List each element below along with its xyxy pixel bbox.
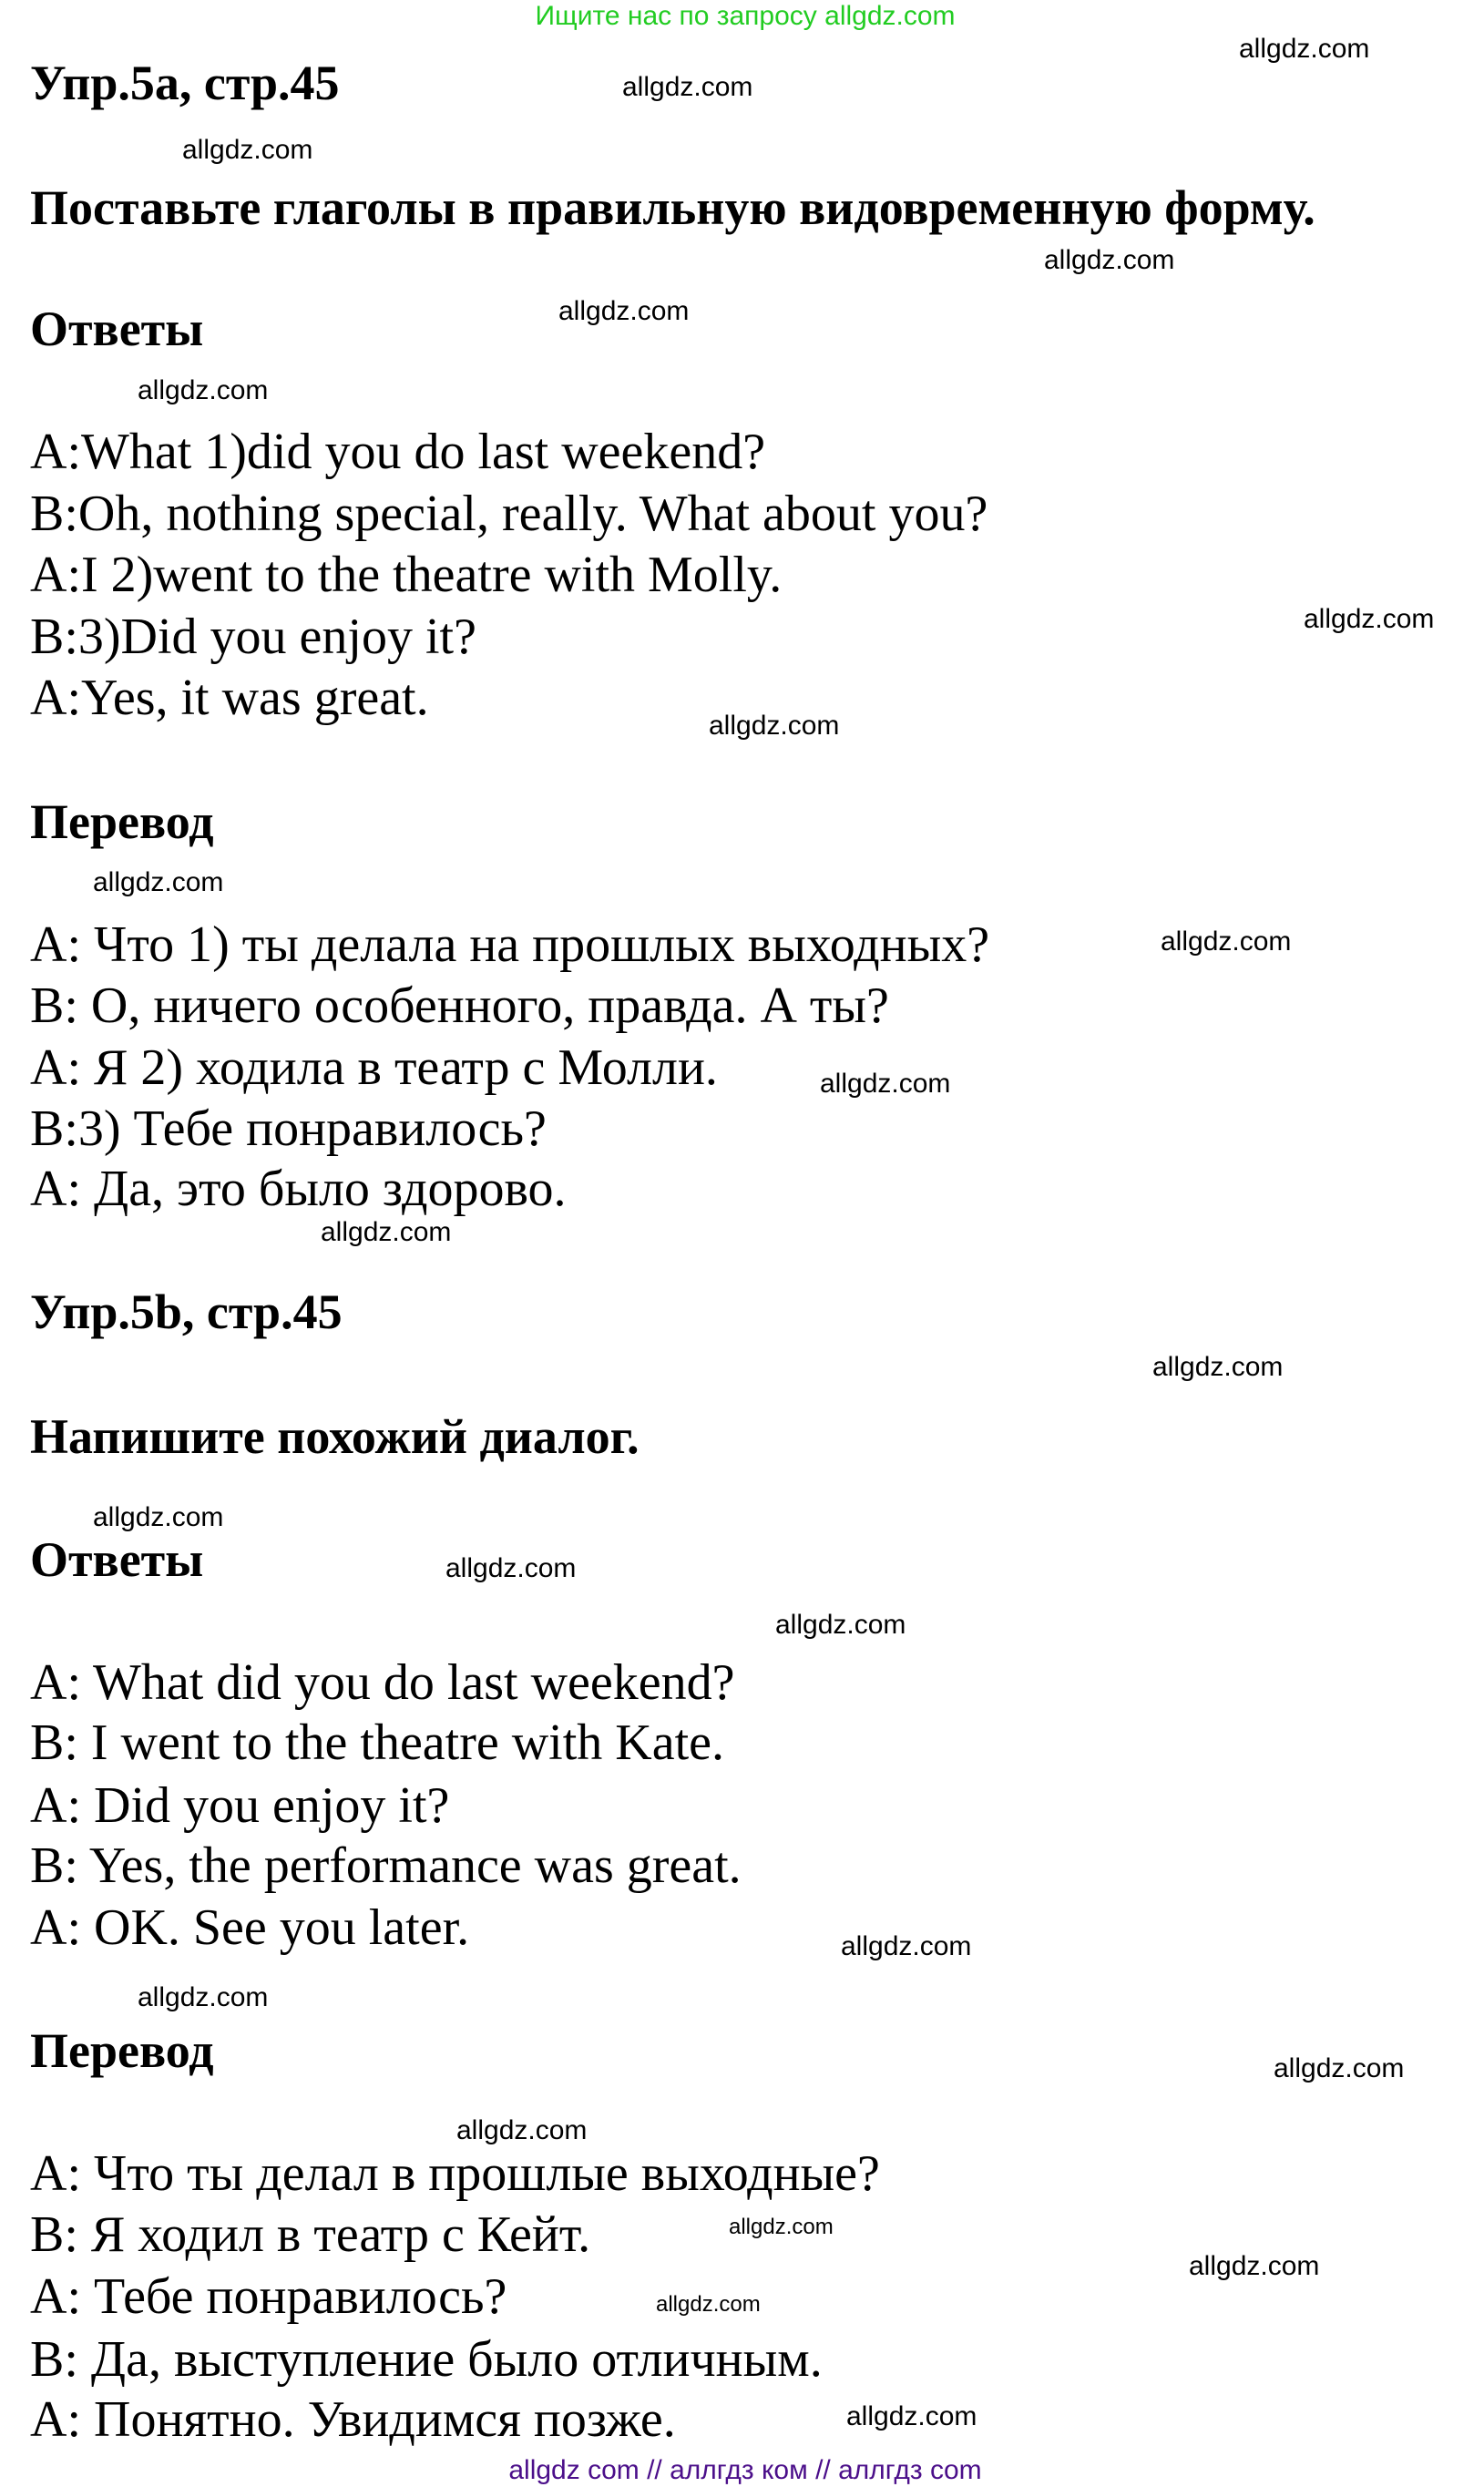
- watermark: allgdz.com: [558, 296, 690, 326]
- watermark: allgdz.com: [456, 2115, 588, 2145]
- watermark: allgdz.com: [1161, 926, 1292, 957]
- translation-line: B: Я ходил в театр с Кейт.: [30, 2206, 591, 2263]
- dialog-line: A:Yes, it was great.: [30, 670, 429, 726]
- watermark: allgdz.com: [841, 1931, 972, 1961]
- translation-line: B:3) Тебе понравилось?: [30, 1100, 547, 1157]
- dialog-line: B:3)Did you enjoy it?: [30, 609, 476, 665]
- dialog-line: A:What 1)did you do last weekend?: [30, 424, 766, 480]
- translation-heading: Перевод: [30, 2023, 214, 2078]
- top-banner[interactable]: Ищите нас по запросу allgdz.com: [535, 1, 956, 31]
- translation-line: B: Да, выступление было отличным.: [30, 2331, 823, 2388]
- watermark: allgdz.com: [93, 867, 224, 897]
- dialog-line: B:Oh, nothing special, really. What about you?: [30, 486, 988, 542]
- exercise-5b-title: Упр.5b, стр.45: [30, 1284, 343, 1339]
- translation-line: A: Да, это было здорово.: [30, 1161, 567, 1217]
- translation-line: A: Что 1) ты делала на прошлых выходных?: [30, 916, 990, 973]
- watermark: allgdz.com: [1274, 2053, 1405, 2083]
- watermark: allgdz.com: [1239, 34, 1370, 64]
- watermark: allgdz.com: [445, 1553, 577, 1583]
- watermark: allgdz.com: [93, 1502, 224, 1532]
- dialog-line: A:I 2)went to the theatre with Molly.: [30, 547, 783, 603]
- watermark: allgdz.com: [182, 135, 313, 165]
- watermark: allgdz.com: [656, 2292, 761, 2317]
- answers-heading: Ответы: [30, 302, 204, 356]
- translation-line: A: Тебе понравилось?: [30, 2268, 507, 2325]
- watermark: allgdz.com: [1189, 2251, 1320, 2281]
- dialog-line: A: What did you do last weekend?: [30, 1654, 735, 1711]
- watermark: allgdz.com: [729, 2215, 834, 2239]
- watermark: allgdz.com: [775, 1610, 906, 1640]
- dialog-line: A: OK. See you later.: [30, 1899, 470, 1956]
- watermark: allgdz.com: [709, 711, 840, 741]
- exercise-5a-title: Упр.5a, стр.45: [30, 56, 340, 110]
- translation-line: B: О, ничего особенного, правда. А ты?: [30, 977, 889, 1034]
- exercise-5b-instruction: Напишите похожий диалог.: [30, 1409, 640, 1464]
- translation-line: A: Понятно. Увидимся позже.: [30, 2391, 676, 2448]
- watermark: allgdz.com: [846, 2401, 977, 2431]
- watermark: allgdz.com: [138, 375, 269, 405]
- dialog-line: B: I went to the theatre with Kate.: [30, 1714, 724, 1771]
- watermark: allgdz.com: [321, 1217, 452, 1247]
- footer-links[interactable]: allgdz com // аллгдз ком // аллгдз com: [508, 2455, 982, 2485]
- watermark: allgdz.com: [138, 1982, 269, 2012]
- translation-heading: Перевод: [30, 794, 214, 849]
- dialog-line: A: Did you enjoy it?: [30, 1777, 450, 1834]
- watermark: allgdz.com: [1044, 245, 1175, 275]
- dialog-line: B: Yes, the performance was great.: [30, 1837, 742, 1894]
- exercise-5a-instruction: Поставьте глаголы в правильную видовременную форму.: [30, 180, 1315, 235]
- watermark: allgdz.com: [622, 72, 753, 102]
- translation-line: A: Что ты делал в прошлые выходные?: [30, 2145, 880, 2202]
- translation-line: A: Я 2) ходила в театр с Молли.: [30, 1039, 718, 1096]
- watermark: allgdz.com: [1152, 1352, 1284, 1382]
- watermark: allgdz.com: [1304, 604, 1435, 634]
- watermark: allgdz.com: [820, 1069, 951, 1099]
- answers-heading: Ответы: [30, 1532, 204, 1587]
